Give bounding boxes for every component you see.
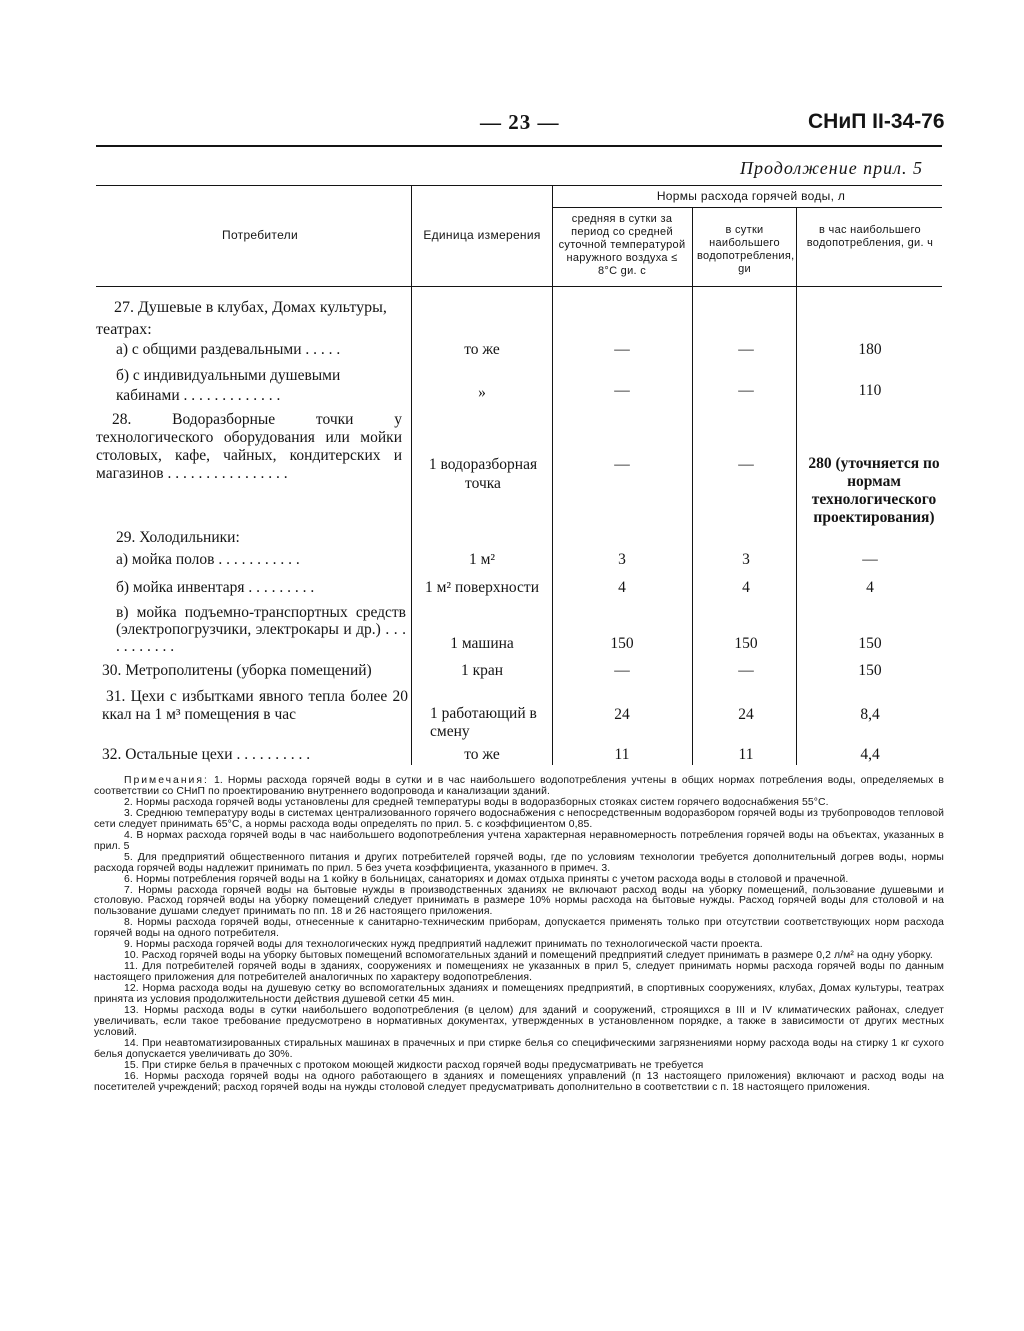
table-cell-max-hour: 150 [858,662,882,679]
table-row-consumer: 28. Водоразборные точки у технологического оборудования или мойки столовых, кафе, чайных, кондитерских и магазинов . . . . . . . . . . . . . . . . [96,411,402,482]
notes-label: Примечания: [124,775,209,786]
header-bottom-rule [96,286,942,287]
table-cell-max-day: 4 [742,579,750,596]
column-divider [796,207,797,765]
note-item: 3. Среднюю температуру воды в системах централизованного горячего водоснабжения с непосредственным водоразбором горячей воды из трубопроводов тепловой сети следует принимать 65°С, а нормы расхода воды определять по прил. 5. с коэффициентом 0,85. [94,807,944,830]
note-item: 14. При неавтоматизированных стиральных машинах в прачечных и при стирке белья со специфическими загрязнениями норму расхода воды на стирку 1 кг сухого белья допускается увеличивать до 30%. [94,1037,944,1060]
table-cell-unit: 1 м² [468,551,496,568]
table-cell-unit: 1 работающий в смену [430,705,537,740]
note-item: 15. При стирке белья в прачечных с протоком моющей жидкости расход горячей воды предусматривать не требуется [124,1059,704,1071]
table-cell-max-day: — [738,662,754,679]
table-cell-max-hour: 4 [866,579,874,596]
table-cell-max-hour: 150 [858,635,882,652]
table-cell-max-hour: 280 (уточняется по нормам технологического проектирования) [808,455,940,526]
note-item: 10. Расход горячей воды на уборку бытовых помещений вспомогательных зданий и помещений предприятий следует принимать в размере 0,2 л/м² на одну уборку. [124,950,933,962]
table-cell-avg: — [614,662,630,679]
table-row-consumer: 27. Душевые в клубах, Домах культуры, театрах: [96,299,387,338]
table-cell-max-day: — [738,456,754,473]
table-cell-max-hour: 110 [858,382,882,399]
table-row-consumer: 30. Метрополитены (уборка помещений) [102,662,372,679]
header-rule [96,145,942,147]
note-item: 7. Нормы расхода горячей воды на бытовые нужды в производственных зданиях не включают расход воды на уборку помещений, пользование душевыми и столовую. Расход горячей воды на уборку помещений следует принимать в размере 10% нормы расхода на бытовые нужды. Расход горячей воды для столовой и на пользование душами следует принимать по пп. 18 и 26 настоящего приложения. [94,884,944,918]
header-unit: Единица измерения [423,228,541,242]
note-item: 1. Нормы расхода горячей воды в сутки и в час наибольшего водопотребления учтены в общих нормах потребления воды, определяемых в соответствии со СНиП по проектированию внутреннего водопровода и канализации зданий. [94,775,944,797]
column-divider [411,185,412,765]
column-divider [692,207,693,765]
table-cell-max-day: 24 [738,706,754,723]
page-number: — 23 — [480,110,560,134]
table-cell-unit: 1 машина [450,635,514,652]
table-cell-max-hour: 180 [858,341,882,358]
note-item: 16. Нормы расхода горячей воды на одного работающего в зданиях и помещениях управлений (п 13 настоящего приложения) включают и расход воды на посетителей учреждений; расход горячей воды на нужды столовой следует предусматривать дополнительно в соответствии с п. 18 настоящего приложения. [94,1070,944,1093]
table-top-rule [96,185,942,186]
table-cell-max-hour: 8,4 [860,706,880,723]
notes-section [94,776,944,1094]
table-cell-max-day: 3 [742,551,750,568]
header-max-hour: в час наибольшего водопотребления, gи. ч [806,224,934,249]
note-item: 6. Нормы потребления горячей воды на 1 койку в больницах, санаториях и домах отдыха приняты с учетом расхода воды в столовой и прачечной. [124,873,849,885]
table-cell-unit: то же [464,341,500,358]
note-item: 13. Нормы расхода воды в сутки наибольшего водопотребления (в целом) для зданий и сооружений, строящихся в III и IV климатических районах, следует увеличивать, если такое требование предусмотрено в нормативных документах, утвержденных в установленном порядке, а также в зависимости от других местных условий. [94,1005,944,1038]
table-cell-max-day: — [738,382,754,399]
table-row-consumer: а) мойка полов . . . . . . . . . . . [116,551,300,568]
table-row-consumer: б) мойка инвентаря . . . . . . . . . [116,579,315,596]
document-code: СНиП II-34-76 [808,110,945,133]
table-cell-avg: — [614,382,630,399]
note-item: 8. Нормы расхода горячей воды, отнесенные к санитарно-техническим приборам, допускается применять только при отсутствии соответствующих норм расхода горячей воды на одного потребителя. [94,917,944,940]
table-cell-max-day: 150 [734,635,758,652]
table-cell-avg: — [614,341,630,358]
table-cell-max-hour: 4,4 [860,746,880,763]
note-item: 2. Нормы расхода горячей воды установлены для средней температуры воды в водоразборных стояках систем горячего водоснабжения 55°С. [124,796,829,808]
table-cell-avg: — [614,456,630,473]
table-cell-max-day: 11 [738,746,754,763]
table-cell-avg: 4 [618,579,626,596]
table-row-consumer: б) с индивидуальными душевыми кабинами . . . . . . . . . . . . . [116,367,341,404]
table-cell-avg: 24 [614,706,630,723]
note-item: 11. Для потребителей горячей воды в зданиях, сооружениях и помещениях не указанных в прил 5, следует принимать нормы расхода горячей воды по данным настоящего приложения для потребителей аналогичных по характеру водопотребления. [94,961,944,984]
table-cell-avg: 11 [614,746,630,763]
table-row-consumer: 32. Остальные цехи . . . . . . . . . . [102,746,311,763]
header-max-day: в сутки наибольшего водопотребления, gи [697,224,795,275]
header-norms-group: Нормы расхода горячей воды, л [656,189,846,203]
table-cell-unit: 1 водоразборная точка [428,456,538,492]
table-cell-avg: 3 [618,551,626,568]
group-header-rule [552,207,942,208]
table-cell-max-hour: — [862,551,878,568]
table-row-consumer: 29. Холодильники: [116,529,240,546]
table-row-consumer: 31. Цехи с избытками явного тепла более 20 ккал на 1 м³ помещения в час [102,688,408,723]
table-row-consumer: в) мойка подъемно-транспортных средств (электропогрузчики, электрокары и др.) . . . . . . . . . . . [116,604,406,655]
table-cell-unit: то же [464,746,500,763]
table-cell-unit: » [478,384,486,401]
header-consumers: Потребители [222,228,298,242]
table-cell-avg: 150 [610,635,634,652]
table-cell-unit: 1 м² поверхности [425,579,539,596]
table-row-consumer: а) с общими раздевальными . . . . . [116,341,341,358]
column-divider [552,185,553,765]
header-avg-day: средняя в сутки за период со средней суточной температурой наружного воздуха ≤ 8°С gи. с [558,213,686,277]
note-item: 5. Для предприятий общественного питания и других потребителей горячей воды, где по условиям технологии требуется дополнительный догрев воды, нормы расхода горячей воды надлежит принимать по прил. 5 без учета коэффициента, указанного в примеч. 3. [94,851,944,874]
table-cell-unit: 1 кран [460,662,504,679]
note-item: 12. Норма расхода воды на душевую сетку во вспомогательных зданиях и помещениях предприятий, в спортивных сооружениях, клубах, Домах культуры, театрах принята из условия продолжительности действия душевой сетки 45 мин. [94,983,944,1006]
note-item: 4. В нормах расхода горячей воды в час наибольшего водопотребления учтена характерная неравномерность потребления горячей воды на объектах, указанных в прил. 5 [94,829,944,852]
table-cell-max-day: — [738,341,754,358]
note-item: 9. Нормы расхода горячей воды для технологических нужд предприятий надлежит принимать по технологической части проекта. [124,939,763,951]
continuation-label: Продолжение прил. 5 [740,158,924,178]
